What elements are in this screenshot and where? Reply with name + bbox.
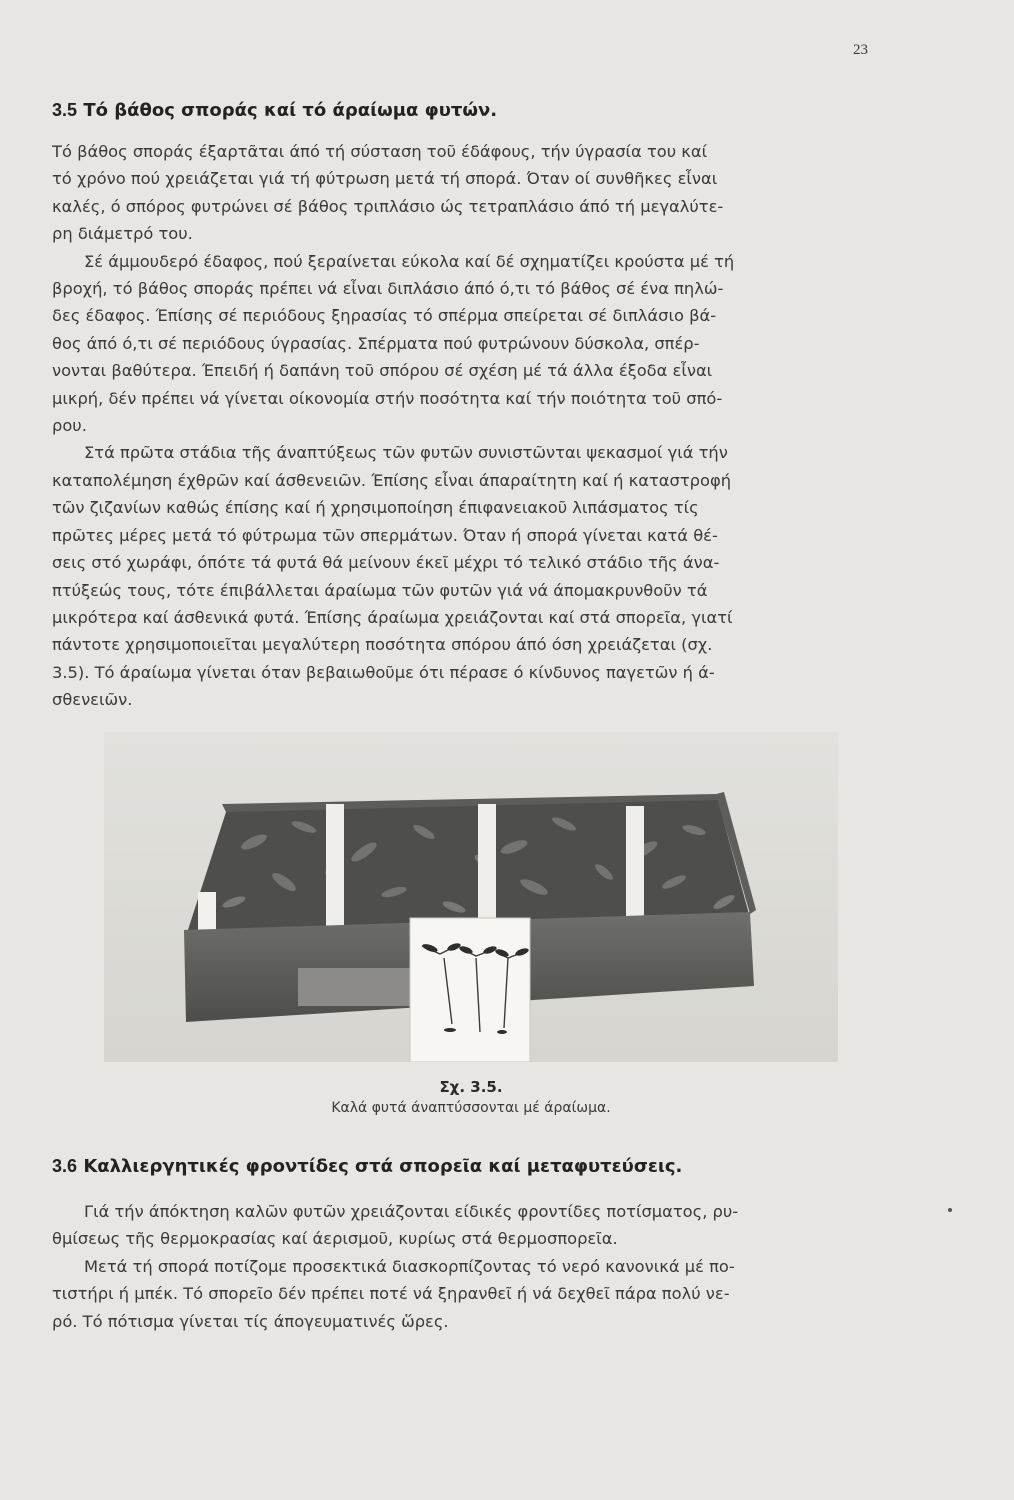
seedling-tray-illustration	[104, 732, 838, 1062]
text-line: τῶν ζιζανίων καθώς έπίσης καί ή χρησιμοποίηση έπιφανειακοῦ λιπάσματος τίς	[52, 498, 699, 518]
section-number: 3.5	[52, 100, 78, 120]
text-line: σθενειῶν.	[52, 690, 133, 710]
text-line: 3.5). Τό άραίωμα γίνεται όταν βεβαιωθοῦμε ότι πέρασε ό κίνδυνος παγετῶν ή ά-	[52, 662, 715, 682]
text-line: μικρή, δέν πρέπει νά γίνεται οίκονομία στήν ποσότητα καί τήν ποιότητα τοῦ σπό-	[52, 388, 723, 408]
text-line: πρῶτες μέρες μετά τό φύτρωμα τῶν σπερμάτων. Όταν ή σπορά γίνεται κατά θέ-	[52, 525, 718, 545]
figure-label: Σχ. 3.5.	[439, 1078, 503, 1096]
text-line: τιστήρι ή μπέκ. Τό σπορεῖο δέν πρέπει ποτέ νά ξηρανθεῖ ή νά δεχθεῖ πάρα πολύ νε-	[52, 1284, 730, 1304]
text-line: ρη διάμετρό του.	[52, 224, 193, 244]
text-line: Σέ άμμουδερό έδαφος, πού ξεραίνεται εύκολα καί δέ σχηματίζει κρούστα μέ τή	[84, 251, 735, 271]
text-line: πτύξεώς τους, τότε έπιβάλλεται άραίωμα τῶν φυτῶν γιά νά άπομακρυνθοῦν τά	[52, 580, 708, 600]
section-title: Τό βάθος σποράς καί τό άραίωμα φυτών.	[83, 100, 498, 121]
section-heading-3-5	[52, 100, 497, 121]
text-line: σεις στό χωράφι, όπότε τά φυτά θά μείνουν έκεῖ μέχρι τό τελικό στάδιο τῆς άνα-	[52, 553, 720, 573]
section-title: Καλλιεργητικές φροντίδες στά σπορεῖα καί μεταφυτεύσεις.	[83, 1156, 683, 1177]
section-3-6-body	[52, 1198, 872, 1335]
text-line: πάντοτε χρησιμοποιεῖται μεγαλύτερη ποσότητα σπόρου άπό όση χρειάζεται (σχ.	[52, 635, 713, 655]
section-3-5-body	[52, 138, 872, 714]
text-line: καλές, ό σπόρος φυτρώνει σέ βάθος τριπλάσιο ώς τετραπλάσιο άπό τή μεγαλύτε-	[52, 196, 724, 216]
text-line: Τό βάθος σποράς έξαρτᾶται άπό τή σύσταση τοῦ έδάφους, τήν ύγρασία του καί	[52, 142, 708, 161]
page-number: 23	[853, 42, 868, 58]
text-line: θμίσεως τῆς θερμοκρασίας καί άερισμοῦ, κυρίως στά θερμοσπορεῖα.	[52, 1229, 618, 1249]
text-line: νονται βαθύτερα. Έπειδή ή δαπάνη τοῦ σπόρου σέ σχέση μέ τά άλλα έξοδα εἶναι	[52, 361, 713, 381]
text-line: δες έδαφος. Έπίσης σέ περιόδους ξηρασίας τό σπέρμα σπείρεται σέ διπλάσιο βά-	[52, 306, 717, 326]
text-line: Στά πρῶτα στάδια τῆς άναπτύξεως τῶν φυτῶν συνιστῶνται ψεκασμοί γιά τήν	[84, 443, 728, 463]
text-line: βροχή, τό βάθος σποράς πρέπει νά εἶναι διπλάσιο άπό ό,τι τό βάθος σέ ένα πηλώ-	[52, 279, 724, 299]
figure-caption: Καλά φυτά άναπτύσσονται μέ άραίωμα.	[331, 1100, 611, 1116]
text-line: ρου.	[52, 416, 87, 436]
text-line: Μετά τή σπορά ποτίζομε προσεκτικά διασκορπίζοντας τό νερό κανονικά μέ πο-	[84, 1256, 735, 1276]
print-speck	[948, 1208, 952, 1212]
text-line: θος άπό ό,τι σέ περιόδους ύγρασίας. Σπέρματα πού φυτρώνουν δύσκολα, σπέρ-	[52, 333, 700, 353]
text-line: μικρότερα καί άσθενικά φυτά. Έπίσης άραίωμα χρειάζονται καί στά σπορεῖα, γιατί	[52, 607, 733, 627]
section-heading-3-6	[52, 1156, 682, 1177]
text-line: καταπολέμηση έχθρῶν καί άσθενειῶν. Έπίσης εἶναι άπαραίτητη καί ή καταστροφή	[52, 470, 732, 490]
text-line: ρό. Τό πότισμα γίνεται τίς άπογευματινές ὥρες.	[52, 1311, 449, 1331]
section-number: 3.6	[52, 1156, 78, 1176]
text-line: Γιά τήν άπόκτηση καλῶν φυτῶν χρειάζονται είδικές φροντίδες ποτίσματος, ρυ-	[84, 1202, 739, 1221]
text-line: τό χρόνο πού χρειάζεται γιά τή φύτρωση μετά τή σπορά. Όταν οί συνθῆκες εἶναι	[52, 169, 718, 189]
figure-seedling-tray	[104, 732, 838, 1062]
